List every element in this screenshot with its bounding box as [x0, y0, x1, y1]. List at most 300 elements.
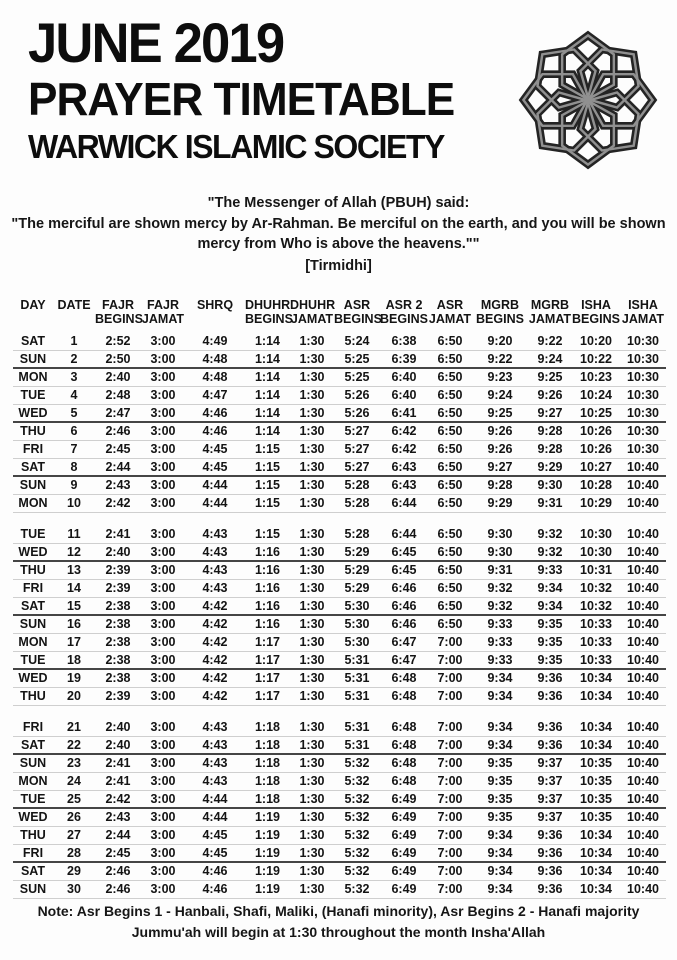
- table-cell: 7:00: [428, 844, 472, 862]
- footer-note-line2: Jummu'ah will begin at 1:30 throughout the month Insha'Allah: [131, 924, 546, 940]
- table-cell: 2:41: [95, 754, 141, 772]
- table-cell: TUE: [13, 386, 53, 404]
- table-cell: 9:28: [528, 422, 572, 440]
- table-cell: 3:00: [141, 404, 185, 422]
- table-cell: WED: [13, 543, 53, 561]
- table-cell: 10:40: [620, 561, 666, 579]
- table-cell: 4:45: [185, 458, 245, 476]
- header-cell-sub: JAMAT: [428, 312, 472, 326]
- table-cell: 10:40: [620, 543, 666, 561]
- table-cell: 2:47: [95, 404, 141, 422]
- table-cell: 6:50: [428, 440, 472, 458]
- table-cell: 3:00: [141, 772, 185, 790]
- header-cell-sub: BEGINS: [245, 312, 293, 326]
- table-cell: 10:23: [572, 368, 620, 386]
- table-cell: 3:00: [141, 718, 185, 736]
- table-cell: 4:42: [185, 651, 245, 669]
- table-cell: 19: [53, 669, 95, 687]
- table-cell: 4:42: [185, 633, 245, 651]
- table-cell: 4:42: [185, 615, 245, 633]
- table-cell: 10:30: [620, 332, 666, 350]
- table-cell: 6:50: [428, 597, 472, 615]
- header-cell-top: MGRB: [480, 298, 520, 312]
- table-cell: 9:33: [472, 633, 528, 651]
- table-cell: 1:30: [290, 350, 334, 368]
- table-cell: 13: [53, 561, 95, 579]
- table-cell: 6:50: [428, 368, 472, 386]
- table-cell: 7:00: [428, 880, 472, 898]
- table-cell: 1:30: [290, 880, 334, 898]
- table-cell: 9:27: [528, 404, 572, 422]
- table-cell: 2:39: [95, 687, 141, 705]
- table-cell: 2:42: [95, 494, 141, 512]
- table-cell: 2:46: [95, 422, 141, 440]
- table-cell: 4:46: [185, 404, 245, 422]
- table-cell: 10:32: [572, 579, 620, 597]
- table-cell: 9:27: [472, 458, 528, 476]
- table-cell: 10:40: [620, 772, 666, 790]
- table-cell: 5:29: [334, 561, 380, 579]
- table-row: [13, 862, 666, 880]
- table-cell: 5:27: [334, 422, 380, 440]
- table-cell: 22: [53, 736, 95, 754]
- table-cell: 9:34: [472, 669, 528, 687]
- table-cell: 6:50: [428, 332, 472, 350]
- table-cell: 10:40: [620, 597, 666, 615]
- table-cell: 6:42: [380, 440, 428, 458]
- table-cell: 10:30: [620, 350, 666, 368]
- table-cell: 9:32: [528, 525, 572, 543]
- table-cell: 3:00: [141, 633, 185, 651]
- table-cell: SAT: [13, 458, 53, 476]
- table-cell: 1: [53, 332, 95, 350]
- table-cell: 2:52: [95, 332, 141, 350]
- table-row: [13, 633, 666, 651]
- table-cell: 4:43: [185, 718, 245, 736]
- table-cell: 2:40: [95, 368, 141, 386]
- table-cell: 3:00: [141, 368, 185, 386]
- header-cell-top: DAY: [20, 298, 46, 312]
- table-row: [13, 579, 666, 597]
- table-cell: 1:17: [245, 687, 290, 705]
- table-cell: 1:30: [290, 808, 334, 826]
- table-cell: 4:47: [185, 386, 245, 404]
- table-cell: 7:00: [428, 633, 472, 651]
- table-cell: 1:30: [290, 633, 334, 651]
- table-cell: 18: [53, 651, 95, 669]
- table-cell: 9:37: [528, 790, 572, 808]
- header-cell-top: DHUHR: [290, 298, 336, 312]
- table-cell: 10:34: [572, 736, 620, 754]
- table-cell: 10:26: [572, 440, 620, 458]
- hadith-quote-body-line1: "The merciful are shown mercy by Ar-Rahman. Be merciful on the earth, and you will be shown: [11, 215, 666, 232]
- header-row: [13, 297, 666, 312]
- table-row: [13, 826, 666, 844]
- table-cell: 5:28: [334, 525, 380, 543]
- table-cell: 9:32: [472, 579, 528, 597]
- table-cell: 2:50: [95, 350, 141, 368]
- table-cell: 10:30: [620, 422, 666, 440]
- table-cell: 3:00: [141, 687, 185, 705]
- table-cell: 27: [53, 826, 95, 844]
- table-cell: 7:00: [428, 808, 472, 826]
- table-cell: 10:20: [572, 332, 620, 350]
- table-cell: 10:34: [572, 880, 620, 898]
- table-cell: 3:00: [141, 597, 185, 615]
- table-gap-row: [13, 512, 666, 525]
- table-cell: 4:43: [185, 525, 245, 543]
- header-cell-sub: [185, 312, 245, 332]
- header-cell-top: ISHA: [581, 298, 611, 312]
- table-cell: 2:48: [95, 386, 141, 404]
- table-cell: 3:00: [141, 543, 185, 561]
- table-cell: 4:46: [185, 862, 245, 880]
- table-cell: 26: [53, 808, 95, 826]
- table-cell: 8: [53, 458, 95, 476]
- table-cell: SAT: [13, 736, 53, 754]
- table-cell: 10:40: [620, 458, 666, 476]
- table-cell: 7:00: [428, 754, 472, 772]
- table-row: [13, 772, 666, 790]
- table-cell: 5: [53, 404, 95, 422]
- timetable: [13, 297, 666, 899]
- table-cell: 1:15: [245, 525, 290, 543]
- table-cell: 6:50: [428, 422, 472, 440]
- table-cell: 2:44: [95, 826, 141, 844]
- header-cell-top: FAJR: [147, 298, 179, 312]
- table-cell: 9:25: [528, 368, 572, 386]
- table-cell: 5:32: [334, 826, 380, 844]
- table-cell: 9:24: [528, 350, 572, 368]
- table-cell: 5:32: [334, 844, 380, 862]
- table-cell: 4:48: [185, 350, 245, 368]
- table-cell: 2:38: [95, 633, 141, 651]
- table-cell: 1:30: [290, 386, 334, 404]
- table-cell: 15: [53, 597, 95, 615]
- table-cell: 5:25: [334, 350, 380, 368]
- table-cell: 6:50: [428, 350, 472, 368]
- table-cell: 7:00: [428, 687, 472, 705]
- table-cell: 6:48: [380, 754, 428, 772]
- table-cell: 1:30: [290, 669, 334, 687]
- table-cell: THU: [13, 826, 53, 844]
- table-cell: 4:44: [185, 476, 245, 494]
- table-row: [13, 651, 666, 669]
- table-cell: 2:40: [95, 543, 141, 561]
- table-row: [13, 718, 666, 736]
- table-cell: SUN: [13, 476, 53, 494]
- footer-note: [0, 901, 677, 943]
- table-row: [13, 332, 666, 350]
- table-cell: 5:32: [334, 808, 380, 826]
- table-cell: 9:35: [528, 651, 572, 669]
- table-cell: 10:26: [572, 422, 620, 440]
- table-cell: 1:30: [290, 687, 334, 705]
- table-cell: 4:42: [185, 687, 245, 705]
- table-cell: 6:43: [380, 476, 428, 494]
- table-cell: 4:42: [185, 669, 245, 687]
- table-cell: 6:46: [380, 615, 428, 633]
- table-cell: 1:30: [290, 494, 334, 512]
- table-cell: 2:38: [95, 615, 141, 633]
- table-cell: 5:29: [334, 579, 380, 597]
- table-cell: 10:40: [620, 718, 666, 736]
- table-cell: 1:16: [245, 561, 290, 579]
- table-cell: 10:40: [620, 633, 666, 651]
- table-cell: 9:36: [528, 862, 572, 880]
- table-cell: 1:19: [245, 808, 290, 826]
- table-cell: 10:35: [572, 754, 620, 772]
- table-cell: 9: [53, 476, 95, 494]
- table-cell: 4:48: [185, 368, 245, 386]
- table-cell: 6:50: [428, 579, 472, 597]
- table-cell: 1:30: [290, 862, 334, 880]
- table-cell: 1:19: [245, 880, 290, 898]
- table-gap-row: [13, 705, 666, 718]
- header-cell-sub: BEGINS: [572, 312, 620, 326]
- table-cell: 6:48: [380, 718, 428, 736]
- table-cell: 5:27: [334, 458, 380, 476]
- table-cell: 10: [53, 494, 95, 512]
- table-cell: 10:24: [572, 386, 620, 404]
- table-cell: 1:19: [245, 862, 290, 880]
- header-cell-top: DATE: [57, 298, 91, 312]
- table-cell: 9:33: [528, 561, 572, 579]
- table-cell: 5:32: [334, 790, 380, 808]
- table-cell: 9:32: [472, 597, 528, 615]
- table-cell: 5:26: [334, 386, 380, 404]
- table-cell: 9:36: [528, 736, 572, 754]
- table-cell: 10:40: [620, 880, 666, 898]
- table-cell: 9:34: [472, 687, 528, 705]
- table-cell: 9:36: [528, 718, 572, 736]
- table-row: [13, 615, 666, 633]
- table-cell: 1:30: [290, 579, 334, 597]
- table-cell: 1:30: [290, 332, 334, 350]
- table-cell: 9:35: [472, 772, 528, 790]
- table-cell: 6:50: [428, 561, 472, 579]
- table-cell: 3:00: [141, 754, 185, 772]
- table-cell: FRI: [13, 440, 53, 458]
- table-cell: 9:26: [472, 440, 528, 458]
- table-cell: 9:26: [472, 422, 528, 440]
- table-cell: 6:50: [428, 404, 472, 422]
- table-cell: 10:31: [572, 561, 620, 579]
- table-cell: 3:00: [141, 525, 185, 543]
- table-cell: 10:40: [620, 844, 666, 862]
- table-cell: 9:35: [528, 633, 572, 651]
- header-cell-sub: JAMAT: [528, 312, 572, 326]
- table-cell: 6:47: [380, 651, 428, 669]
- table-cell: 3:00: [141, 844, 185, 862]
- table-cell: 4:44: [185, 808, 245, 826]
- table-cell: 9:32: [528, 543, 572, 561]
- table-cell: 2:44: [95, 458, 141, 476]
- table-cell: 5:32: [334, 754, 380, 772]
- table-cell: 6:43: [380, 458, 428, 476]
- table-cell: 1:30: [290, 440, 334, 458]
- table-cell: 9:36: [528, 687, 572, 705]
- table-cell: SUN: [13, 615, 53, 633]
- table-cell: 6:45: [380, 543, 428, 561]
- table-cell: 10:40: [620, 579, 666, 597]
- table-cell: 3:00: [141, 494, 185, 512]
- table-cell: 1:30: [290, 844, 334, 862]
- table-row: [13, 440, 666, 458]
- table-cell: 7:00: [428, 790, 472, 808]
- table-cell: 9:36: [528, 826, 572, 844]
- table-cell: 2:38: [95, 651, 141, 669]
- header-cell-sub: [53, 312, 95, 332]
- table-cell: 9:36: [528, 669, 572, 687]
- table-cell: 9:20: [472, 332, 528, 350]
- table-cell: 10:34: [572, 669, 620, 687]
- table-cell: 10:29: [572, 494, 620, 512]
- table-cell: 6:40: [380, 368, 428, 386]
- table-cell: 1:16: [245, 543, 290, 561]
- hadith-attribution: [Tirmidhi]: [305, 257, 372, 274]
- table-cell: 1:30: [290, 718, 334, 736]
- table-cell: 7: [53, 440, 95, 458]
- header-cell-sub: JAMAT: [141, 312, 185, 326]
- table-row: [13, 844, 666, 862]
- header-cell-sub: JAMAT: [290, 312, 334, 326]
- table-cell: WED: [13, 808, 53, 826]
- table-cell: THU: [13, 422, 53, 440]
- table-cell: 6:49: [380, 880, 428, 898]
- table-cell: 9:30: [472, 543, 528, 561]
- table-cell: 10:34: [572, 718, 620, 736]
- table-cell: 10:40: [620, 790, 666, 808]
- table-cell: 3:00: [141, 332, 185, 350]
- table-cell: 7:00: [428, 651, 472, 669]
- table-cell: 5:31: [334, 651, 380, 669]
- table-cell: 16: [53, 615, 95, 633]
- table-cell: 6:49: [380, 826, 428, 844]
- table-row: [13, 422, 666, 440]
- table-cell: 2: [53, 350, 95, 368]
- table-cell: 10:40: [620, 687, 666, 705]
- table-cell: 5:31: [334, 736, 380, 754]
- table-cell: 7:00: [428, 718, 472, 736]
- table-cell: 1:14: [245, 350, 290, 368]
- table-cell: 9:25: [472, 404, 528, 422]
- table-cell: 1:30: [290, 597, 334, 615]
- table-cell: 5:30: [334, 615, 380, 633]
- table-cell: 1:14: [245, 368, 290, 386]
- table-cell: 4:43: [185, 736, 245, 754]
- table-cell: 7:00: [428, 772, 472, 790]
- header-cell-sub: [13, 312, 53, 332]
- table-cell: 10:33: [572, 633, 620, 651]
- table-cell: 3: [53, 368, 95, 386]
- table-cell: 4:46: [185, 880, 245, 898]
- table-cell: 10:33: [572, 651, 620, 669]
- table-cell: 5:24: [334, 332, 380, 350]
- table-cell: 4: [53, 386, 95, 404]
- table-cell: 7:00: [428, 862, 472, 880]
- page-title: PRAYER TIMETABLE: [28, 72, 455, 125]
- table-cell: FRI: [13, 718, 53, 736]
- table-cell: 10:25: [572, 404, 620, 422]
- table-cell: 5:29: [334, 543, 380, 561]
- table-cell: 6:47: [380, 633, 428, 651]
- table-cell: 1:17: [245, 633, 290, 651]
- table-cell: 7:00: [428, 669, 472, 687]
- table-cell: THU: [13, 687, 53, 705]
- table-cell: 10:35: [572, 790, 620, 808]
- table-cell: 2:45: [95, 440, 141, 458]
- table-cell: 7:00: [428, 736, 472, 754]
- table-cell: 2:40: [95, 718, 141, 736]
- header-row: [13, 312, 666, 332]
- table-row: [13, 808, 666, 826]
- table-cell: 9:33: [472, 615, 528, 633]
- table-cell: 10:40: [620, 826, 666, 844]
- table-cell: 9:34: [472, 880, 528, 898]
- table-cell: 2:41: [95, 525, 141, 543]
- table-row: [13, 880, 666, 898]
- header-cell-top: ASR: [343, 298, 371, 312]
- table-cell: 1:30: [290, 476, 334, 494]
- table-cell: 3:00: [141, 651, 185, 669]
- table-cell: 4:46: [185, 422, 245, 440]
- table-cell: 6:50: [428, 494, 472, 512]
- table-cell: 4:45: [185, 440, 245, 458]
- table-row: [13, 476, 666, 494]
- table-cell: 6:49: [380, 844, 428, 862]
- table-cell: 5:30: [334, 633, 380, 651]
- table-cell: 14: [53, 579, 95, 597]
- table-cell: 9:28: [528, 440, 572, 458]
- table-cell: 1:14: [245, 422, 290, 440]
- table-cell: 2:42: [95, 790, 141, 808]
- table-cell: 1:15: [245, 494, 290, 512]
- table-cell: 4:43: [185, 543, 245, 561]
- table-cell: 1:16: [245, 615, 290, 633]
- table-cell: 1:30: [290, 368, 334, 386]
- table-cell: 5:31: [334, 669, 380, 687]
- table-cell: 4:43: [185, 579, 245, 597]
- header-cell-top: ASR: [436, 298, 464, 312]
- table-cell: TUE: [13, 651, 53, 669]
- table-cell: 1:16: [245, 597, 290, 615]
- table-cell: SUN: [13, 350, 53, 368]
- table-cell: TUE: [13, 525, 53, 543]
- table-cell: 9:22: [472, 350, 528, 368]
- table-cell: 6:50: [428, 543, 472, 561]
- table-cell: 6:40: [380, 386, 428, 404]
- table-cell: 3:00: [141, 476, 185, 494]
- table-cell: 3:00: [141, 386, 185, 404]
- table-cell: SUN: [13, 880, 53, 898]
- table-cell: 6:48: [380, 669, 428, 687]
- table-cell: 1:18: [245, 736, 290, 754]
- table-cell: 9:37: [528, 808, 572, 826]
- table-cell: 6:50: [428, 476, 472, 494]
- table-row: [13, 669, 666, 687]
- table-cell: 3:00: [141, 790, 185, 808]
- table-cell: 23: [53, 754, 95, 772]
- table-cell: 5:28: [334, 476, 380, 494]
- table-cell: 10:33: [572, 615, 620, 633]
- table-cell: 9:22: [528, 332, 572, 350]
- table-cell: 9:33: [472, 651, 528, 669]
- islamic-rosette-icon: [512, 24, 664, 176]
- header-cell-top: ASR 2: [385, 298, 423, 312]
- header-cell-top: FAJR: [102, 298, 134, 312]
- table-row: [13, 494, 666, 512]
